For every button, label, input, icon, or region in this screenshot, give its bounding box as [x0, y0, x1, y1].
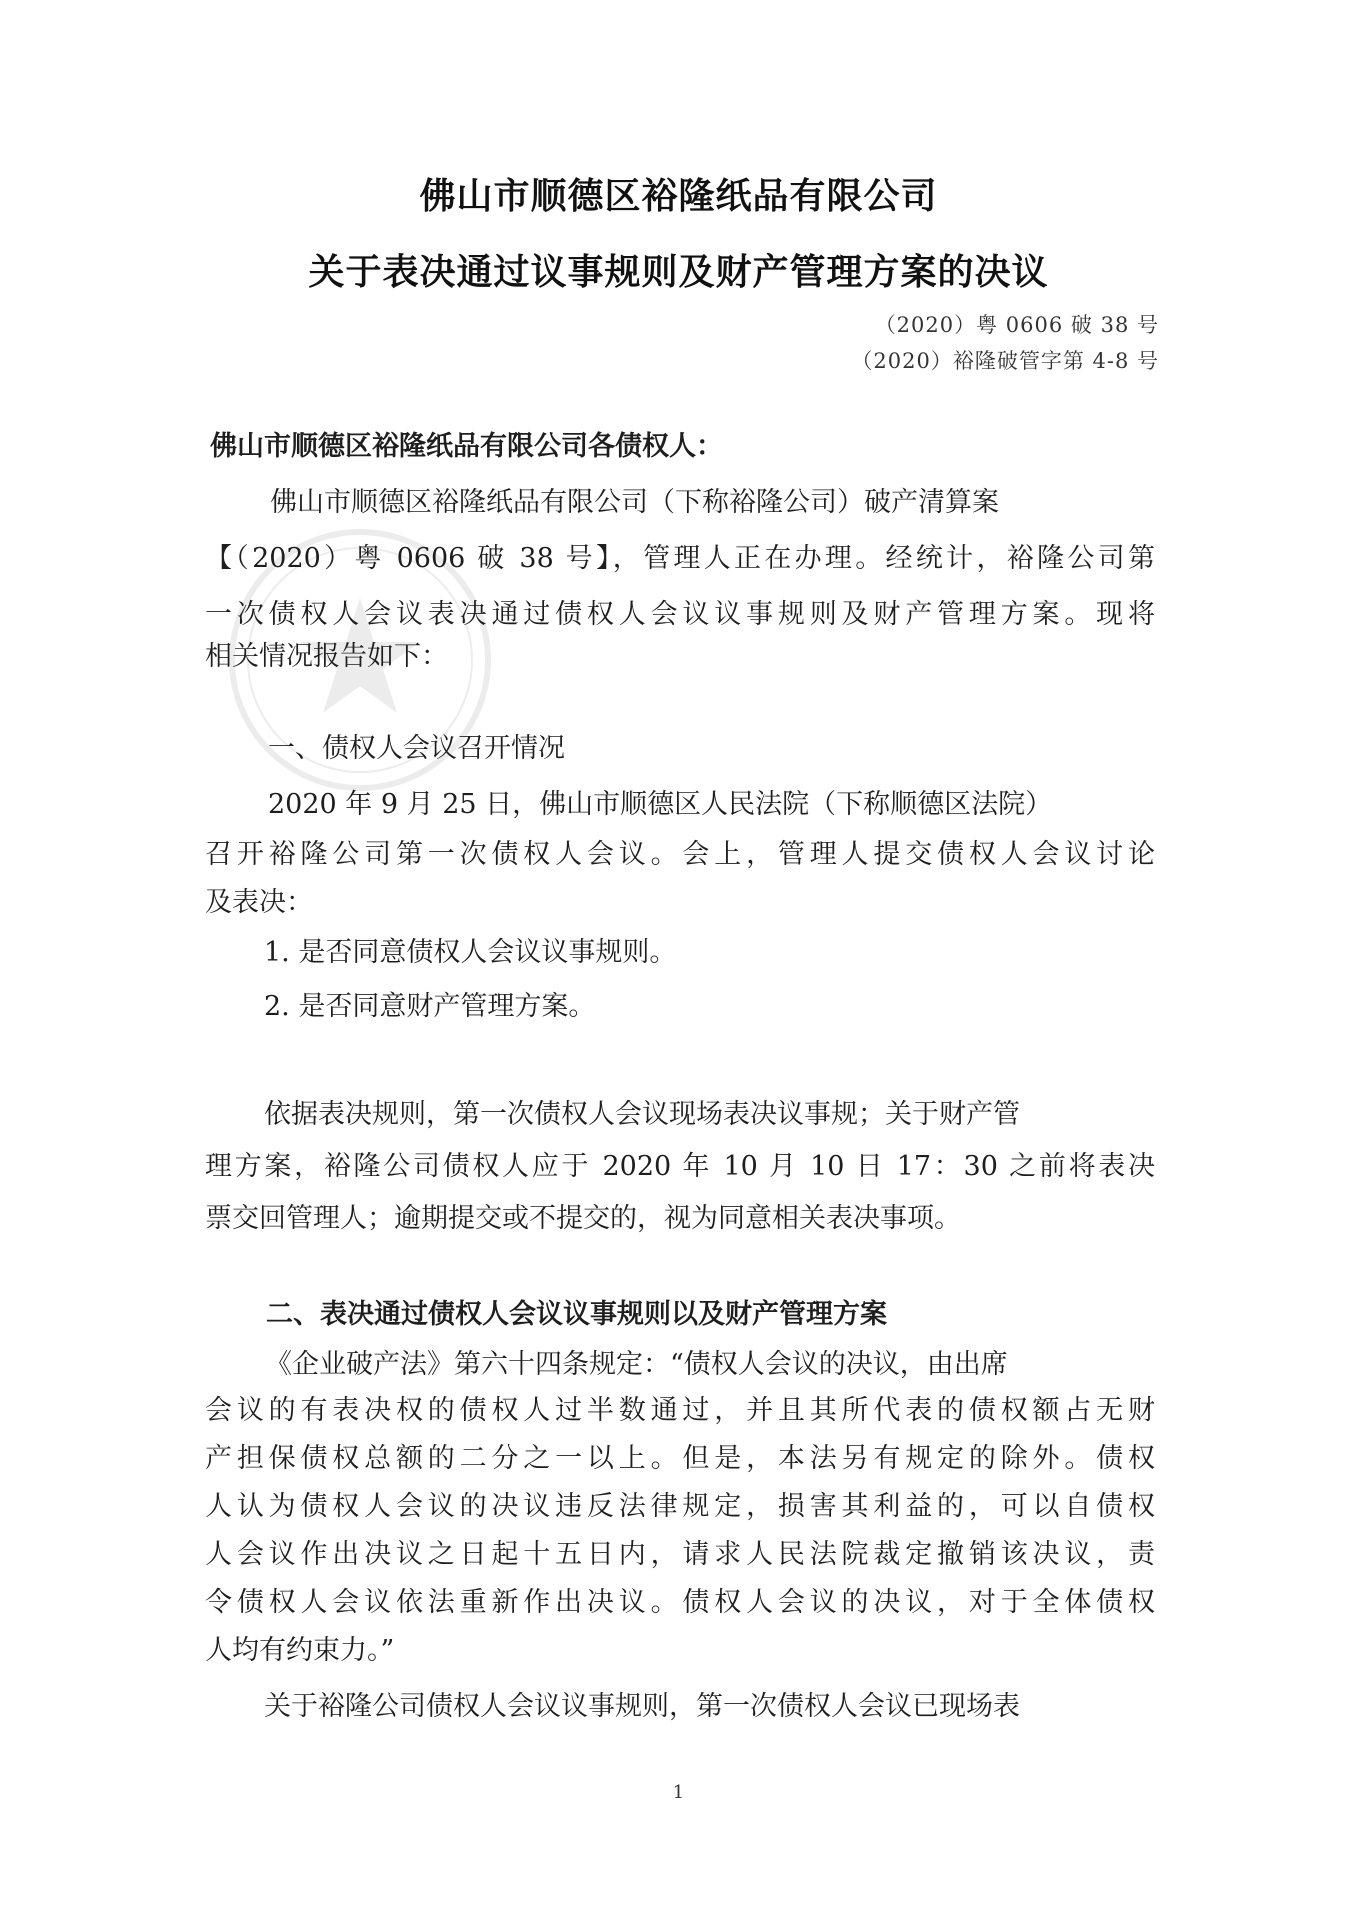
agenda-item-2: 2. 是否同意财产管理方案。 — [264, 991, 596, 1022]
agenda-item-1: 1. 是否同意债权人会议议事规则。 — [264, 937, 677, 968]
document-number: （2020）裕隆破管字第 4-8 号 — [851, 349, 1159, 373]
law-line-4: 人认为债权人会议的决议违反法律规定，损害其利益的，可以自债权 — [205, 1491, 1155, 1522]
section-2-heading: 二、表决通过债权人会议议事规则以及财产管理方案 — [266, 1299, 887, 1330]
law-line-5: 人会议作出决议之日起十五日内，请求人民法院裁定撤销该决议，责 — [205, 1539, 1155, 1570]
law-line-3: 产担保债权总额的二分之一以上。但是，本法另有规定的除外。债权 — [205, 1443, 1155, 1474]
intro-line-2: 【（2020）粤 0606 破 38 号】，管理人正在办理。经统计，裕隆公司第 — [205, 543, 1155, 574]
law-line-6: 令债权人会议依法重新作出决议。债权人会议的决议，对于全体债权 — [205, 1587, 1155, 1618]
case-number: （2020）粤 0606 破 38 号 — [874, 313, 1159, 337]
intro-line-4: 相关情况报告如下： — [205, 641, 448, 672]
last-line: 关于裕隆公司债权人会议议事规则，第一次债权人会议已现场表 — [264, 1691, 1020, 1722]
title-line-1: 佛山市顺德区裕隆纸品有限公司 — [419, 176, 938, 217]
intro-line-1: 佛山市顺德区裕隆纸品有限公司（下称裕隆公司）破产清算案 — [270, 487, 999, 518]
law-line-1: 《企业破产法》第六十四条规定：“债权人会议的决议，由出席 — [265, 1349, 1008, 1380]
title-line-2: 关于表决通过议事规则及财产管理方案的决议 — [308, 252, 1049, 293]
intro-line-3: 一次债权人会议表决通过债权人会议议事规则及财产管理方案。现将 — [205, 599, 1155, 630]
section-1-line-2: 召开裕隆公司第一次债权人会议。会上，管理人提交债权人会议讨论 — [205, 839, 1155, 870]
section-1-line-3: 及表决： — [205, 887, 313, 918]
law-line-2: 会议的有表决权的债权人过半数通过，并且其所代表的债权额占无财 — [205, 1395, 1155, 1426]
page-number: 1 — [672, 1782, 685, 1803]
section-1-line-1: 2020 年 9 月 25 日，佛山市顺德区人民法院（下称顺德区法院） — [268, 789, 1053, 820]
salutation: 佛山市顺德区裕隆纸品有限公司各债权人： — [210, 431, 723, 462]
rule-line-2: 理方案，裕隆公司债权人应于 2020 年 10 月 10 日 17：30 之前将表决 — [205, 1151, 1155, 1182]
rule-line-1: 依据表决规则，第一次债权人会议现场表决议事规；关于财产管 — [264, 1099, 1020, 1130]
rule-line-3: 票交回管理人；逾期提交或不提交的，视为同意相关表决事项。 — [205, 1203, 961, 1234]
law-line-7: 人均有约束力。” — [205, 1635, 395, 1666]
section-1-heading: 一、债权人会议召开情况 — [268, 733, 565, 764]
